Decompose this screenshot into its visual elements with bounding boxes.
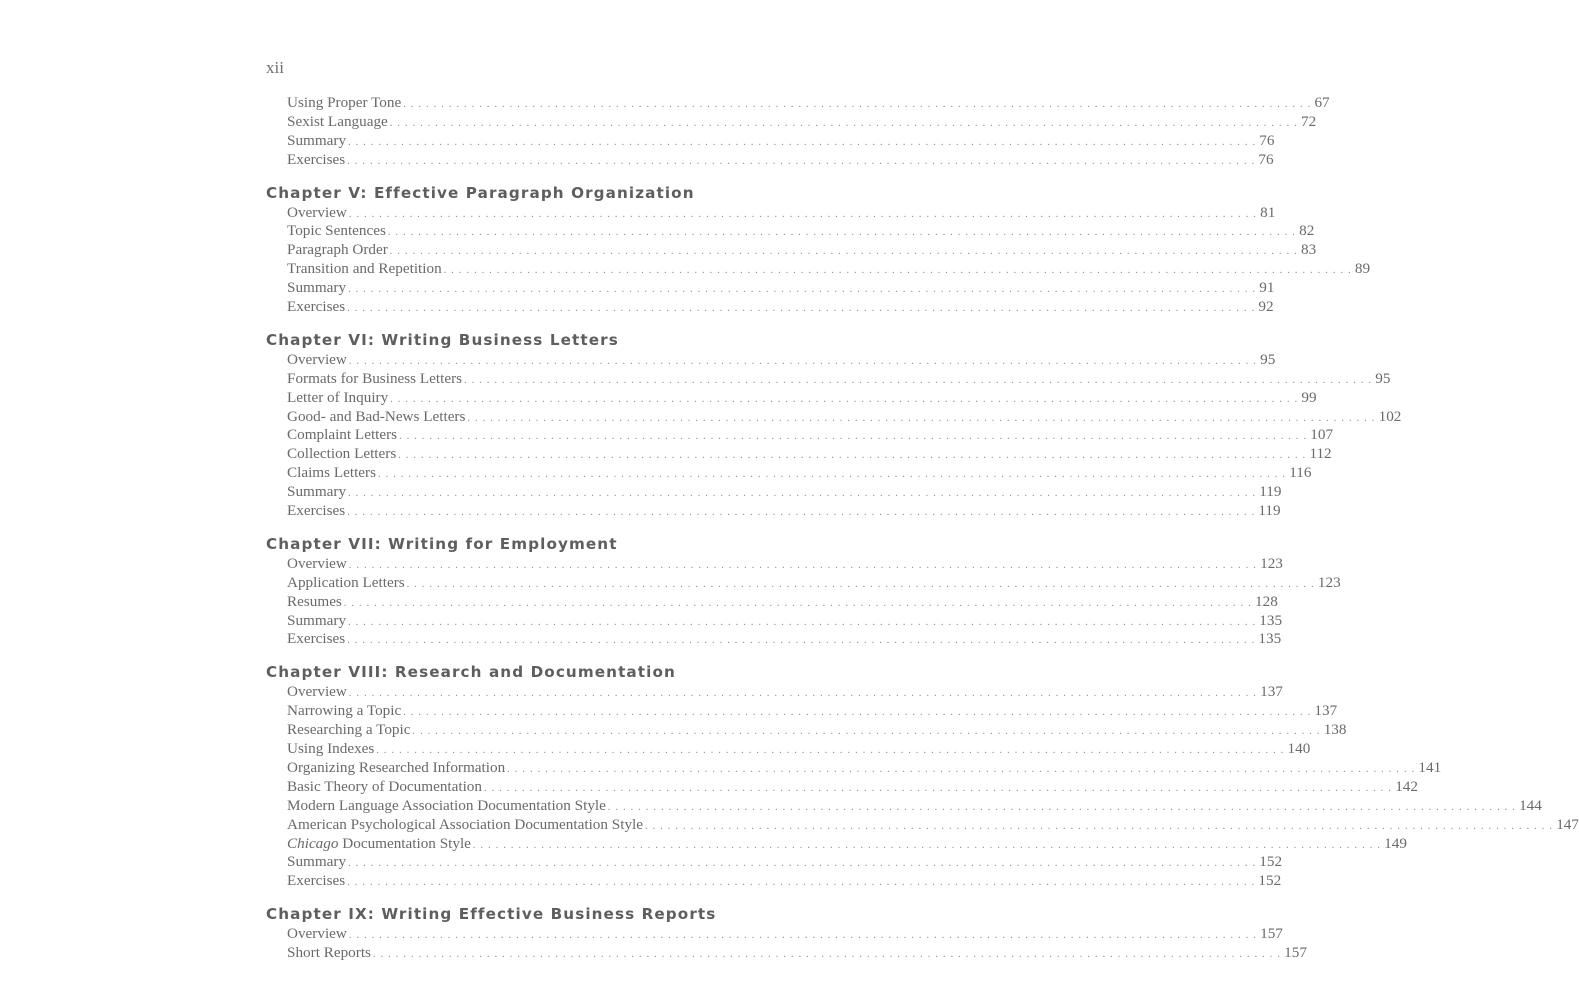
dot-leader: . . . . . . . . . . . . . . . . . . . . . . . . . . . . . . . . . . . . . . . . . . . . . . . . . . . . . . . . . . . . . . . . . . . . . . . . . . . . . . . . . . . . . . . . . . . . . . . . . . . . . . . . . . . . . . . . . . . . . . . . [378, 469, 1287, 481]
toc-entry [266, 573, 1341, 593]
entry-page-number: 95 [1375, 369, 1391, 387]
entry-title: Formats for Business Letters [287, 369, 463, 387]
toc-entry [266, 407, 1402, 427]
entry-title: Exercises [287, 298, 346, 316]
entry-page-number: 72 [1301, 112, 1317, 130]
entry-title: Letter of Inquiry [287, 388, 389, 406]
entry-title: Summary [287, 279, 347, 297]
toc-entry [266, 241, 1317, 260]
toc-entry [266, 279, 1275, 298]
entry-page-number: 152 [1259, 853, 1283, 871]
dot-leader: . . . . . . . . . . . . . . . . . . . . . . . . . . . . . . . . . . . . . . . . . . . . . . . . . . . . . . . . . . . . . . . . . . . . . . . . . . . . . . . . . . . . . . . . . . . . . . . . . . . . . . . . . . . . . . . . . . . . . . . . [348, 930, 1258, 942]
dot-leader: . . . . . . . . . . . . . . . . . . . . . . . . . . . . . . . . . . . . . . . . . . . . . . . . . . . . . . . . . . . . . . . . . . . . . . . . . . . . . . . . . . . . . . . . . . . . . . . . . . . . . . . . . . . . . . . . . . . . . . . . [387, 227, 1297, 239]
toc-entry [266, 131, 1275, 151]
entry-title: Organizing Researched Information [287, 758, 506, 776]
entry-page-number: 89 [1354, 260, 1371, 278]
entry-title: Exercises [287, 150, 346, 168]
dot-leader: . . . . . . . . . . . . . . . . . . . . . . . . . . . . . . . . . . . . . . . . . . . . . . . . . . . . . . . . . . . . . . . . . . . . . . . . . . . . . . . . . . . . . . . . . . . . . . . . . . . . . . . . . . . . . . . . . . . . . . . . [347, 155, 1256, 167]
toc-entry [266, 502, 1281, 521]
entry-title: Application Letters [287, 573, 405, 591]
entry-title: Exercises [287, 872, 346, 890]
entry-page-number: 112 [1309, 445, 1332, 463]
toc-section [266, 183, 1371, 317]
toc-section [266, 534, 1341, 649]
dot-leader: . . . . . . . . . . . . . . . . . . . . . . . . . . . . . . . . . . . . . . . . . . . . . . . . . . . . . . . . . . . . . . . . . . . . . . . . . . . . . . . . . . . . . . . . . . . . . . . . . . . . . . . . . . . . . . . . . . . . . . . . [389, 117, 1299, 129]
entry-title: Narrowing a Topic [287, 702, 402, 720]
entry-page-number: 149 [1384, 834, 1407, 852]
entry-title: Using Indexes [287, 740, 375, 758]
entry-page-number: 76 [1258, 150, 1274, 168]
entry-page-number: 123 [1260, 554, 1283, 572]
toc-entry [266, 150, 1274, 170]
entry-page-number: 140 [1287, 740, 1311, 758]
toc-entry [266, 630, 1282, 649]
entry-page-number: 116 [1289, 464, 1312, 482]
entry-page-number: 99 [1301, 388, 1317, 406]
entry-page-number: 138 [1323, 721, 1347, 739]
toc-entry [266, 721, 1347, 740]
dot-leader: . . . . . . . . . . . . . . . . . . . . . . . . . . . . . . . . . . . . . . . . . . . . . . . . . . . . . . . . . . . . . . . . . . . . . . . . . . . . . . . . . . . . . . . . . . . . . . . . . . . . . . . . . . . . . . . . . . . . . . . . [376, 745, 1285, 757]
entry-page-number: 152 [1258, 872, 1282, 890]
entry-page-number: 91 [1259, 279, 1275, 297]
toc-entry [266, 702, 1338, 721]
dot-leader: . . . . . . . . . . . . . . . . . . . . . . . . . . . . . . . . . . . . . . . . . . . . . . . . . . . . . . . . . . . . . . . . . . . . . . . . . . . . . . . . . . . . . . . . . . . . . . . . . . . . . . . . . . . . . . . . . . . . . . . . [484, 782, 1393, 794]
toc-entry [266, 260, 1371, 279]
dot-leader: . . . . . . . . . . . . . . . . . . . . . . . . . . . . . . . . . . . . . . . . . . . . . . . . . . . . . . . . . . . . . . . . . . . . . . . . . . . . . . . . . . . . . . . . . . . . . . . . . . . . . . . . . . . . . . . . . . . . . . . . [399, 431, 1308, 443]
entry-page-number: 144 [1519, 796, 1542, 814]
entry-title: Overview [287, 683, 347, 701]
entry-title: Summary [287, 853, 347, 871]
entry-title: Complaint Letters [287, 426, 398, 444]
dot-leader: . . . . . . . . . . . . . . . . . . . . . . . . . . . . . . . . . . . . . . . . . . . . . . . . . . . . . . . . . . . . . . . . . . . . . . . . . . . . . . . . . . . . . . . . . . . . . . . . . . . . . . . . . . . . . . . . . . . . . . . . [464, 374, 1373, 386]
toc-entry [266, 350, 1276, 370]
dot-leader: . . . . . . . . . . . . . . . . . . . . . . . . . . . . . . . . . . . . . . . . . . . . . . . . . . . . . . . . . . . . . . . . . . . . . . . . . . . . . . . . . . . . . . . . . . . . . . . . . . . . . . . . . . . . . . . . . . . . . . . . [348, 559, 1258, 571]
entry-page-number: 81 [1260, 203, 1276, 221]
dot-leader: . . . . . . . . . . . . . . . . . . . . . . . . . . . . . . . . . . . . . . . . . . . . . . . . . . . . . . . . . . . . . . . . . . . . . . . . . . . . . . . . . . . . . . . . . . . . . . . . . . . . . . . . . . . . . . . . . . . . . . . . [347, 303, 1256, 315]
toc-entry [266, 464, 1312, 483]
entry-title: Overview [287, 350, 347, 368]
toc-entry [266, 554, 1283, 574]
chapter-heading: Chapter V: Effective Paragraph Organization [266, 183, 695, 202]
entry-page-number: 135 [1259, 611, 1283, 629]
toc-entry [266, 796, 1542, 816]
entry-page-number: 119 [1259, 483, 1282, 501]
dot-leader: . . . . . . . . . . . . . . . . . . . . . . . . . . . . . . . . . . . . . . . . . . . . . . . . . . . . . . . . . . . . . . . . . . . . . . . . . . . . . . . . . . . . . . . . . . . . . . . . . . . . . . . . . . . . . . . . . . . . . . . . [467, 412, 1376, 424]
toc-entry [266, 925, 1283, 944]
entry-title [287, 835, 471, 854]
dot-leader: . . . . . . . . . . . . . . . . . . . . . . . . . . . . . . . . . . . . . . . . . . . . . . . . . . . . . . . . . . . . . . . . . . . . . . . . . . . . . . . . . . . . . . . . . . . . . . . . . . . . . . . . . . . . . . . . . . . . . . . . [348, 284, 1257, 296]
toc-entry [266, 683, 1283, 702]
dot-leader: . . . . . . . . . . . . . . . . . . . . . . . . . . . . . . . . . . . . . . . . . . . . . . . . . . . . . . . . . . . . . . . . . . . . . . . . . . . . . . . . . . . . . . . . . . . . . . . . . . . . . . . . . . . . . . . . . . . . . . . . [347, 507, 1256, 519]
entry-title-italic: Chicago [287, 834, 339, 852]
entry-page-number: 141 [1418, 758, 1442, 776]
entry-title: Basic Theory of Documentation [287, 777, 482, 795]
toc-entry [266, 777, 1418, 797]
dot-leader: . . . . . . . . . . . . . . . . . . . . . . . . . . . . . . . . . . . . . . . . . . . . . . . . . . . . . . . . . . . . . . . . . . . . . . . . . . . . . . . . . . . . . . . . . . . . . . . . . . . . . . . . . . . . . . . . . . . . . . . . [347, 877, 1256, 889]
dot-leader: . . . . . . . . . . . . . . . . . . . . . . . . . . . . . . . . . . . . . . . . . . . . . . . . . . . . . . . . . . . . . . . . . . . . . . . . . . . . . . . . . . . . . . . . . . . . . . . . . . . . . . . . . . . . . . . . . . . . . . . . [607, 801, 1517, 813]
entry-title: Paragraph Order [287, 241, 388, 259]
toc-entry [266, 592, 1278, 612]
dot-leader: . . . . . . . . . . . . . . . . . . . . . . . . . . . . . . . . . . . . . . . . . . . . . . . . . . . . . . . . . . . . . . . . . . . . . . . . . . . . . . . . . . . . . . . . . . . . . . . . . . . . . . . . . . . . . . . . . . . . . . . . [406, 578, 1315, 590]
entry-page-number: 83 [1300, 241, 1317, 259]
dot-leader: . . . . . . . . . . . . . . . . . . . . . . . . . . . . . . . . . . . . . . . . . . . . . . . . . . . . . . . . . . . . . . . . . . . . . . . . . . . . . . . . . . . . . . . . . . . . . . . . . . . . . . . . . . . . . . . . . . . . . . . . [403, 99, 1312, 110]
toc-section [266, 94, 1330, 170]
entry-page-number: 119 [1258, 502, 1281, 520]
entry-page-number: 142 [1395, 777, 1418, 795]
entry-title: Summary [287, 483, 347, 501]
chapter-heading: Chapter VIII: Research and Documentation [266, 663, 676, 682]
toc-entry [266, 944, 1307, 963]
entry-page-number: 123 [1317, 573, 1341, 591]
dot-leader: . . . . . . . . . . . . . . . . . . . . . . . . . . . . . . . . . . . . . . . . . . . . . . . . . . . . . . . . . . . . . . . . . . . . . . . . . . . . . . . . . . . . . . . . . . . . . . . . . . . . . . . . . . . . . . . . . . . . . . . . [412, 726, 1321, 738]
entry-title: American Psychological Association Documentation Style [287, 815, 643, 833]
entry-title-text: Documentation Style [342, 834, 471, 852]
toc-entry [266, 112, 1317, 132]
chapter-heading: Chapter VI: Writing Business Letters [266, 330, 619, 349]
toc-entry [266, 758, 1442, 778]
dot-leader: . . . . . . . . . . . . . . . . . . . . . . . . . . . . . . . . . . . . . . . . . . . . . . . . . . . . . . . . . . . . . . . . . . . . . . . . . . . . . . . . . . . . . . . . . . . . . . . . . . . . . . . . . . . . . . . . . . . . . . . . [348, 208, 1258, 220]
entry-page-number: 82 [1299, 222, 1315, 240]
dot-leader: . . . . . . . . . . . . . . . . . . . . . . . . . . . . . . . . . . . . . . . . . . . . . . . . . . . . . . . . . . . . . . . . . . . . . . . . . . . . . . . . . . . . . . . . . . . . . . . . . . . . . . . . . . . . . . . . . . . . . . . . [403, 707, 1312, 719]
entry-title: Overview [287, 203, 347, 221]
entry-page-number: 157 [1260, 925, 1283, 943]
entry-page-number: 128 [1255, 592, 1278, 610]
entry-page-number: 137 [1260, 683, 1283, 701]
dot-leader: . . . . . . . . . . . . . . . . . . . . . . . . . . . . . . . . . . . . . . . . . . . . . . . . . . . . . . . . . . . . . . . . . . . . . . . . . . . . . . . . . . . . . . . . . . . . . . . . . . . . . . . . . . . . . . . . . . . . . . . . [507, 763, 1416, 775]
dot-leader: . . . . . . . . . . . . . . . . . . . . . . . . . . . . . . . . . . . . . . . . . . . . . . . . . . . . . . . . . . . . . . . . . . . . . . . . . . . . . . . . . . . . . . . . . . . . . . . . . . . . . . . . . . . . . . . . . . . . . . . . [390, 393, 1299, 405]
toc-entry [266, 872, 1282, 891]
entry-title: Overview [287, 925, 347, 943]
entry-title: Overview [287, 554, 347, 572]
dot-leader: . . . . . . . . . . . . . . . . . . . . . . . . . . . . . . . . . . . . . . . . . . . . . . . . . . . . . . . . . . . . . . . . . . . . . . . . . . . . . . . . . . . . . . . . . . . . . . . . . . . . . . . . . . . . . . . . . . . . . . . . [347, 635, 1256, 647]
toc-entry [266, 834, 1407, 854]
toc-section [266, 904, 1307, 963]
entry-title: Exercises [287, 502, 346, 520]
dot-leader: . . . . . . . . . . . . . . . . . . . . . . . . . . . . . . . . . . . . . . . . . . . . . . . . . . . . . . . . . . . . . . . . . . . . . . . . . . . . . . . . . . . . . . . . . . . . . . . . . . . . . . . . . . . . . . . . . . . . . . . . [372, 949, 1282, 961]
entry-page-number: 76 [1259, 131, 1275, 149]
entry-title: Transition and Repetition [287, 260, 442, 278]
dot-leader: . . . . . . . . . . . . . . . . . . . . . . . . . . . . . . . . . . . . . . . . . . . . . . . . . . . . . . . . . . . . . . . . . . . . . . . . . . . . . . . . . . . . . . . . . . . . . . . . . . . . . . . . . . . . . . . . . . . . . . . . [348, 355, 1258, 367]
dot-leader: . . . . . . . . . . . . . . . . . . . . . . . . . . . . . . . . . . . . . . . . . . . . . . . . . . . . . . . . . . . . . . . . . . . . . . . . . . . . . . . . . . . . . . . . . . . . . . . . . . . . . . . . . . . . . . . . . . . . . . . . [348, 136, 1257, 148]
entry-page-number: 67 [1314, 94, 1330, 111]
dot-leader: . . . . . . . . . . . . . . . . . . . . . . . . . . . . . . . . . . . . . . . . . . . . . . . . . . . . . . . . . . . . . . . . . . . . . . . . . . . . . . . . . . . . . . . . . . . . . . . . . . . . . . . . . . . . . . . . . . . . . . . . [348, 858, 1257, 870]
entry-title: Summary [287, 131, 347, 149]
dot-leader: . . . . . . . . . . . . . . . . . . . . . . . . . . . . . . . . . . . . . . . . . . . . . . . . . . . . . . . . . . . . . . . . . . . . . . . . . . . . . . . . . . . . . . . . . . . . . . . . . . . . . . . . . . . . . . . . . . . . . . . . [472, 839, 1382, 851]
entry-page-number: 107 [1310, 426, 1334, 444]
chapter-heading: Chapter IX: Writing Effective Business Reports [266, 905, 717, 924]
dot-leader: . . . . . . . . . . . . . . . . . . . . . . . . . . . . . . . . . . . . . . . . . . . . . . . . . . . . . . . . . . . . . . . . . . . . . . . . . . . . . . . . . . . . . . . . . . . . . . . . . . . . . . . . . . . . . . . . . . . . . . . . [398, 450, 1307, 462]
toc-entry [266, 94, 1330, 113]
entry-title: Using Proper Tone [287, 94, 402, 111]
toc-entry [266, 815, 1579, 835]
table-of-contents [266, 94, 1579, 963]
entry-page-number: 147 [1556, 815, 1579, 833]
toc-entry [266, 445, 1332, 464]
dot-leader: . . . . . . . . . . . . . . . . . . . . . . . . . . . . . . . . . . . . . . . . . . . . . . . . . . . . . . . . . . . . . . . . . . . . . . . . . . . . . . . . . . . . . . . . . . . . . . . . . . . . . . . . . . . . . . . . . . . . . . . . [348, 616, 1257, 628]
entry-page-number: 157 [1284, 944, 1307, 962]
dot-leader: . . . . . . . . . . . . . . . . . . . . . . . . . . . . . . . . . . . . . . . . . . . . . . . . . . . . . . . . . . . . . . . . . . . . . . . . . . . . . . . . . . . . . . . . . . . . . . . . . . . . . . . . . . . . . . . . . . . . . . . . [348, 488, 1257, 500]
toc-section [266, 662, 1579, 891]
entry-page-number: 137 [1314, 702, 1338, 720]
entry-title: Exercises [287, 630, 346, 648]
entry-title: Collection Letters [287, 445, 397, 463]
toc-entry [266, 222, 1315, 241]
toc-entry [266, 611, 1283, 631]
entry-title: Topic Sentences [287, 222, 386, 240]
page-number: xii [266, 58, 284, 77]
entry-title: Sexist Language [287, 112, 388, 130]
dot-leader: . . . . . . . . . . . . . . . . . . . . . . . . . . . . . . . . . . . . . . . . . . . . . . . . . . . . . . . . . . . . . . . . . . . . . . . . . . . . . . . . . . . . . . . . . . . . . . . . . . . . . . . . . . . . . . . . . . . . . . . . [348, 688, 1258, 700]
entry-title: Researching a Topic [287, 721, 411, 739]
toc-entry [266, 853, 1283, 872]
toc-entry [266, 369, 1391, 389]
toc-entry [266, 740, 1311, 759]
dot-leader: . . . . . . . . . . . . . . . . . . . . . . . . . . . . . . . . . . . . . . . . . . . . . . . . . . . . . . . . . . . . . . . . . . . . . . . . . . . . . . . . . . . . . . . . . . . . . . . . . . . . . . . . . . . . . . . . . . . . . . . . [645, 820, 1554, 832]
chapter-heading: Chapter VII: Writing for Employment [266, 534, 618, 553]
entry-title: Short Reports [287, 944, 371, 962]
entry-title: Modern Language Association Documentation Style [287, 796, 606, 814]
entry-page-number: 95 [1260, 350, 1276, 368]
dot-leader: . . . . . . . . . . . . . . . . . . . . . . . . . . . . . . . . . . . . . . . . . . . . . . . . . . . . . . . . . . . . . . . . . . . . . . . . . . . . . . . . . . . . . . . . . . . . . . . . . . . . . . . . . . . . . . . . . . . . . . . . [343, 597, 1253, 609]
entry-title: Good- and Bad-News Letters [287, 407, 466, 425]
entry-title: Resumes [287, 592, 342, 610]
toc-section [266, 330, 1402, 521]
toc-entry [266, 483, 1282, 502]
toc-entry [266, 203, 1276, 223]
dot-leader: . . . . . . . . . . . . . . . . . . . . . . . . . . . . . . . . . . . . . . . . . . . . . . . . . . . . . . . . . . . . . . . . . . . . . . . . . . . . . . . . . . . . . . . . . . . . . . . . . . . . . . . . . . . . . . . . . . . . . . . . [443, 265, 1352, 277]
entry-page-number: 135 [1258, 630, 1282, 648]
toc-entry [266, 426, 1334, 445]
dot-leader: . . . . . . . . . . . . . . . . . . . . . . . . . . . . . . . . . . . . . . . . . . . . . . . . . . . . . . . . . . . . . . . . . . . . . . . . . . . . . . . . . . . . . . . . . . . . . . . . . . . . . . . . . . . . . . . . . . . . . . . . [389, 246, 1298, 258]
toc-entry [266, 388, 1317, 408]
entry-title: Claims Letters [287, 464, 376, 482]
entry-page-number: 92 [1258, 298, 1274, 316]
entry-title: Summary [287, 611, 347, 629]
entry-page-number: 102 [1378, 407, 1402, 425]
toc-entry [266, 298, 1274, 317]
